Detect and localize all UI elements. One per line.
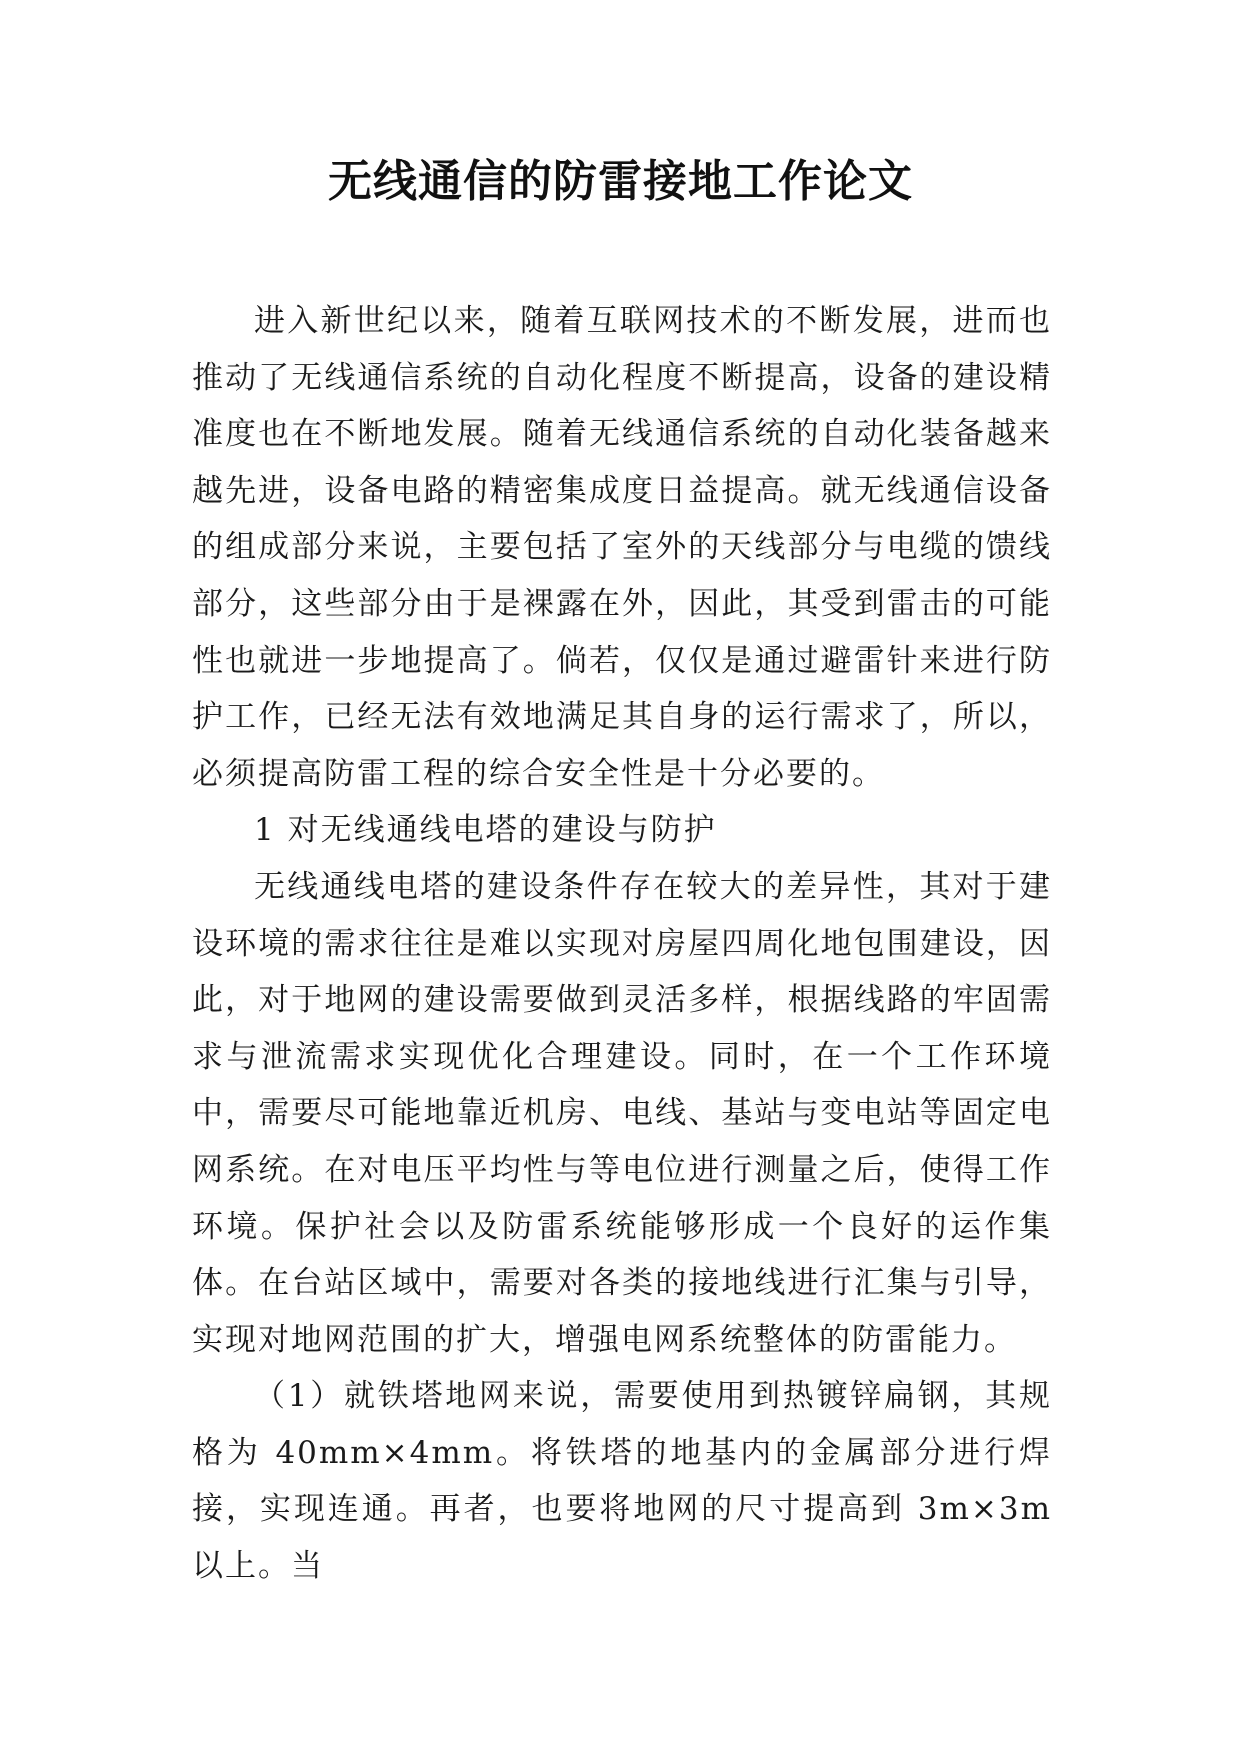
section-heading-1: 1 对无线通线电塔的建设与防护 (254, 812, 717, 849)
paragraph-intro: 进入新世纪以来，随着互联网技术的不断发展，进而也推动了无线通信系统的自动化程度不断提高，设备的建设精准度也在不断地发展。随着无线通信系统的自动化装备越来越先进，设备电路的精密集成度日益提高。就无线通信设备的组成部分来说，主要包括了室外的天线部分与电缆的馈线部分，这些部分由于是裸露在外，因此，其受到雷击的可能性也就进一步地提高了。倘若，仅仅是通过避雷针来进行防护工作，已经无法有效地满足其自身的运行需求了，所以，必须提高防雷工程的综合安全性是十分必要的。 (192, 303, 1052, 792)
document-title: 无线通信的防雷接地工作论文 (328, 156, 913, 207)
paragraph-tower-construction: 无线通线电塔的建设条件存在较大的差异性，其对于建设环境的需求往往是难以实现对房屋四周化地包围建设，因此，对于地网的建设需要做到灵活多样，根据线路的牢固需求与泄流需求实现优化合理建设。同时，在一个工作环境中，需要尽可能地靠近机房、电线、基站与变电站等固定电网系统。在对电压平均性与等电位进行测量之后，使得工作环境。保护社会以及防雷系统能够形成一个良好的运作集体。在台站区域中，需要对各类的接地线进行汇集与引导，实现对地网范围的扩大，增强电网系统整体的防雷能力。 (192, 868, 1052, 1358)
document-body (192, 293, 1052, 1595)
paragraph-tower-grounding: （1）就铁塔地网来说，需要使用到热镀锌扁钢，其规格为 40mm×4mm。将铁塔的地基内的金属部分进行焊接，实现连通。再者，也要将地网的尺寸提高到 3m×3m 以上。当 (192, 1378, 1053, 1585)
